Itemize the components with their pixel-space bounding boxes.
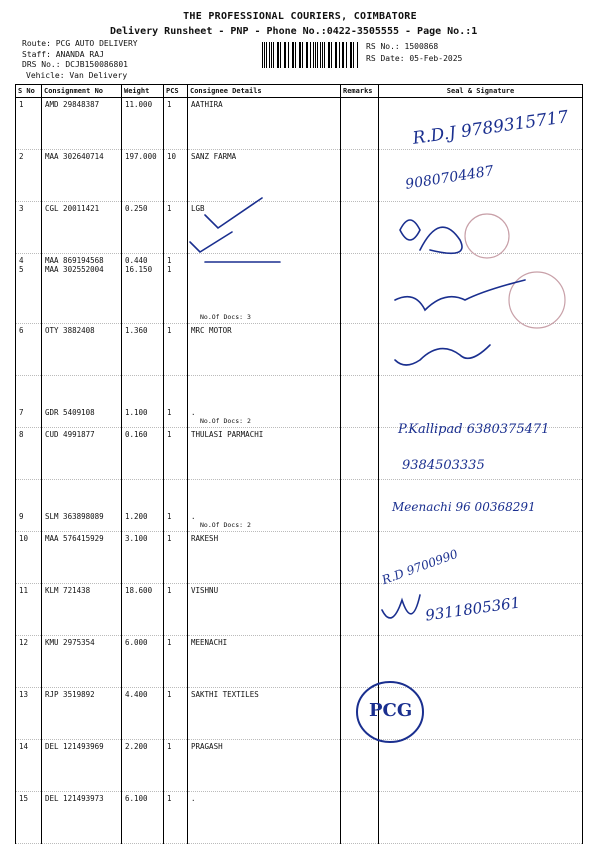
pcs-text: 1 [167, 256, 184, 265]
consignee-text: PRAGASH [191, 742, 337, 751]
consignee-text: SANZ FARMA [191, 152, 337, 161]
pcs-text: 1 [167, 534, 184, 543]
sno-text: 7 [19, 408, 38, 417]
consignee-text: AATHIRA [191, 100, 337, 109]
weight-text: 2.200 [125, 742, 160, 751]
sno-text: 14 [19, 742, 38, 751]
pcs-text: 1 [167, 265, 184, 274]
pcs-text: 1 [167, 100, 184, 109]
weight-text: 1.100 [125, 408, 160, 417]
signature-12: Meenachi 96 00368291 [392, 500, 536, 514]
signature-13: R.D 9700990 [380, 547, 460, 587]
consignment-text: SLM 363898089 [45, 512, 118, 521]
rs-number: RS No.: 1500868 [366, 41, 462, 53]
company-name: THE PROFESSIONAL COURIERS, COIMBATORE [0, 11, 600, 22]
consignment-text: KLM 721438 [45, 586, 118, 595]
route-text: Route: PCG AUTO DELIVERY [22, 39, 138, 50]
consignment-text: RJP 3519892 [45, 690, 118, 699]
drs-text: DRS No.: DCJB150086801 [22, 60, 138, 71]
pcs-text: 1 [167, 204, 184, 213]
consignee-text: MEENACHI [191, 638, 337, 647]
consignee-text: . [191, 408, 337, 417]
docs-count: No.Of Docs: 2 [200, 521, 251, 529]
consignment-text: DEL 121493973 [45, 794, 118, 803]
sno-text: 12 [19, 638, 38, 647]
col-signature: Seal & Signature [379, 85, 583, 98]
signature-11: 9384503335 [402, 458, 485, 473]
pcs-text: 10 [167, 152, 184, 161]
sno-text: 11 [19, 586, 38, 595]
consignment-text: GDR 5409108 [45, 408, 118, 417]
consignee-text: SAKTHI TEXTILES [191, 690, 337, 699]
sno-text: 1 [19, 100, 38, 109]
pcs-text: 1 [167, 638, 184, 647]
sno-text: 5 [19, 265, 38, 274]
col-consignment: Consignment No [42, 85, 122, 98]
weight-text: 0.250 [125, 204, 160, 213]
consignment-text: MAA 302640714 [45, 152, 118, 161]
sno-text: 4 [19, 256, 38, 265]
sno-text: 6 [19, 326, 38, 335]
consignee-text: THULASI PARMACHI [191, 430, 337, 439]
runsheet-title: Delivery Runsheet - PNP - Phone No.:0422-3505555 - Page No.:1 [110, 26, 477, 37]
sno-text: 13 [19, 690, 38, 699]
docs-count: No.Of Docs: 3 [200, 313, 251, 321]
weight-text: 18.600 [125, 586, 160, 595]
weight-text: 0.160 [125, 430, 160, 439]
tick-mark [205, 198, 262, 228]
sno-text: 9 [19, 512, 38, 521]
pcs-text: 1 [167, 408, 184, 417]
pcs-text: 1 [167, 742, 184, 751]
consignment-text: AMD 29848387 [45, 100, 118, 109]
pcs-text: 1 [167, 430, 184, 439]
signature-10: P.Kallipad 6380375471 [398, 422, 549, 437]
signature-scribble [395, 280, 525, 310]
consignment-text: KMU 2975354 [45, 638, 118, 647]
vehicle-text: Vehicle: Van Delivery [22, 71, 138, 82]
signature-14: 9311805361 [424, 593, 521, 624]
stamp-circle [465, 214, 509, 258]
weight-text: 1.360 [125, 326, 160, 335]
weight-text: 197.000 [125, 152, 160, 161]
sno-text: 3 [19, 204, 38, 213]
consignment-text: MAA 576415929 [45, 534, 118, 543]
weight-text: 11.000 [125, 100, 160, 109]
consignment-text: DEL 121493969 [45, 742, 118, 751]
weight-text: 3.100 [125, 534, 160, 543]
pcs-text: 1 [167, 586, 184, 595]
signature-scribble [382, 595, 420, 618]
sno-text: 8 [19, 430, 38, 439]
weight-text: 16.150 [125, 265, 160, 274]
pcs-text: 1 [167, 794, 184, 803]
stamp-circle [509, 272, 565, 328]
sno-text: 10 [19, 534, 38, 543]
tick-mark [190, 232, 232, 252]
weight-text: 1.200 [125, 512, 160, 521]
sno-text: 15 [19, 794, 38, 803]
signature-scribble [420, 227, 462, 253]
col-consignee: Consignee Details [188, 85, 341, 98]
rs-date: RS Date: 05-Feb-2025 [366, 53, 462, 65]
consignee-text: VISHNU [191, 586, 337, 595]
signature-scribble [395, 345, 490, 365]
sno-text: 2 [19, 152, 38, 161]
consignee-text: MRC MOTOR [191, 326, 337, 335]
pcs-text: 1 [167, 690, 184, 699]
col-weight: Weight [122, 85, 164, 98]
weight-text: 0.440 [125, 256, 160, 265]
consignee-text: RAKESH [191, 534, 337, 543]
col-remarks: Remarks [341, 85, 379, 98]
signature-1: R.D.J 9789315717 [411, 107, 569, 149]
consignee-text: LGB [191, 204, 337, 213]
weight-text: 6.000 [125, 638, 160, 647]
staff-text: Staff: ANANDA RAJ [22, 50, 138, 61]
consignment-text: CGL 20011421 [45, 204, 118, 213]
signature-2: 9080704487 [404, 163, 494, 193]
docs-count: No.Of Docs: 2 [200, 417, 251, 425]
col-pcs: PCS [164, 85, 188, 98]
pcs-text: 1 [167, 326, 184, 335]
pcg-stamp-text: PCG [369, 700, 412, 721]
weight-text: 6.100 [125, 794, 160, 803]
weight-text: 4.400 [125, 690, 160, 699]
consignment-text: OTY 3882408 [45, 326, 118, 335]
col-sno: S No [16, 85, 42, 98]
consignment-text: MAA 869194568 [45, 256, 118, 265]
consignee-text: . [191, 794, 337, 803]
consignee-text: . [191, 512, 337, 521]
signature-scribble [400, 220, 420, 240]
consignment-text: CUD 4991877 [45, 430, 118, 439]
consignment-text: MAA 302552004 [45, 265, 118, 274]
pcs-text: 1 [167, 512, 184, 521]
